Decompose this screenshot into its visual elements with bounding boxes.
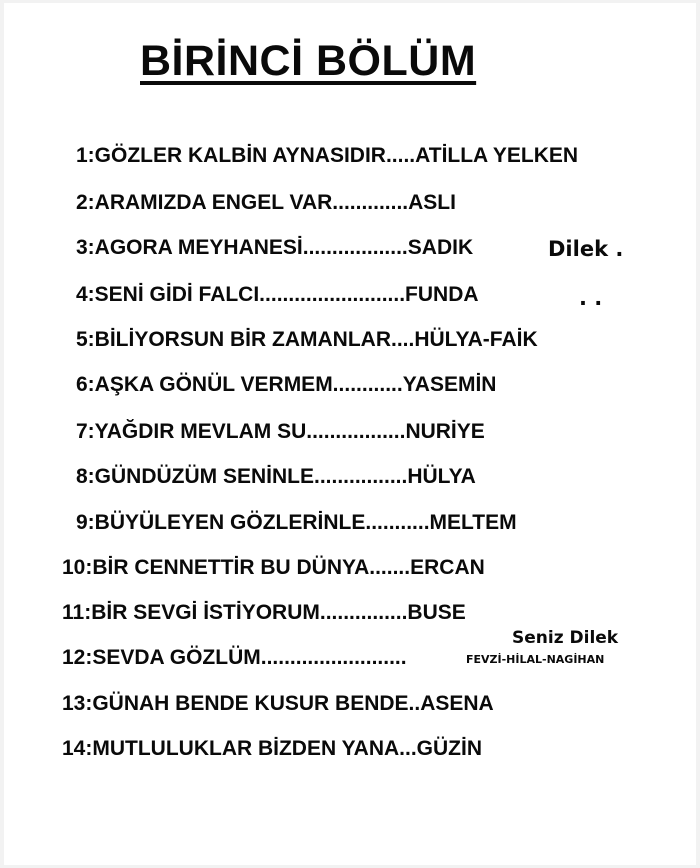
song-row-13: 13:GÜNAH BENDE KUSUR BENDE..ASENA [62, 692, 494, 715]
song-row-12: 12:SEVDA GÖZLÜM......................... [62, 646, 407, 669]
note-dilek: Dilek . [548, 237, 624, 261]
song-row-1: 1:GÖZLER KALBİN AYNASIDIR.....ATİLLA YELKEN [76, 144, 579, 167]
song-row-9: 9:BÜYÜLEYEN GÖZLERİNLE...........MELTEM [76, 511, 517, 534]
song-row-4: 4:SENİ GİDİ FALCI.........................FUNDA [76, 283, 479, 306]
song-row-2: 2:ARAMIZDA ENGEL VAR.............ASLI [76, 191, 456, 214]
note-dots: . . [579, 286, 603, 310]
row12-singers: FEVZİ-HİLAL-NAGİHAN [466, 653, 605, 666]
song-row-14: 14:MUTLULUKLAR BİZDEN YANA...GÜZİN [62, 737, 483, 760]
song-row-8: 8:GÜNDÜZÜM SENİNLE................HÜLYA [76, 465, 476, 488]
note-seniz-dilek: Seniz Dilek [512, 628, 619, 648]
document-page [4, 3, 696, 865]
page-title: BİRİNCİ BÖLÜM [140, 37, 477, 85]
song-row-10: 10:BİR CENNETTİR BU DÜNYA.......ERCAN [62, 556, 485, 579]
song-row-3: 3:AGORA MEYHANESİ..................SADIK [76, 236, 474, 259]
song-row-6: 6:AŞKA GÖNÜL VERMEM............YASEMİN [76, 373, 497, 396]
song-row-11: 11:BİR SEVGİ İSTİYORUM...............BUSE [62, 601, 466, 624]
song-row-7: 7:YAĞDIR MEVLAM SU.................NURİYE [76, 420, 485, 443]
song-row-5: 5:BİLİYORSUN BİR ZAMANLAR....HÜLYA-FAİK [76, 328, 538, 351]
